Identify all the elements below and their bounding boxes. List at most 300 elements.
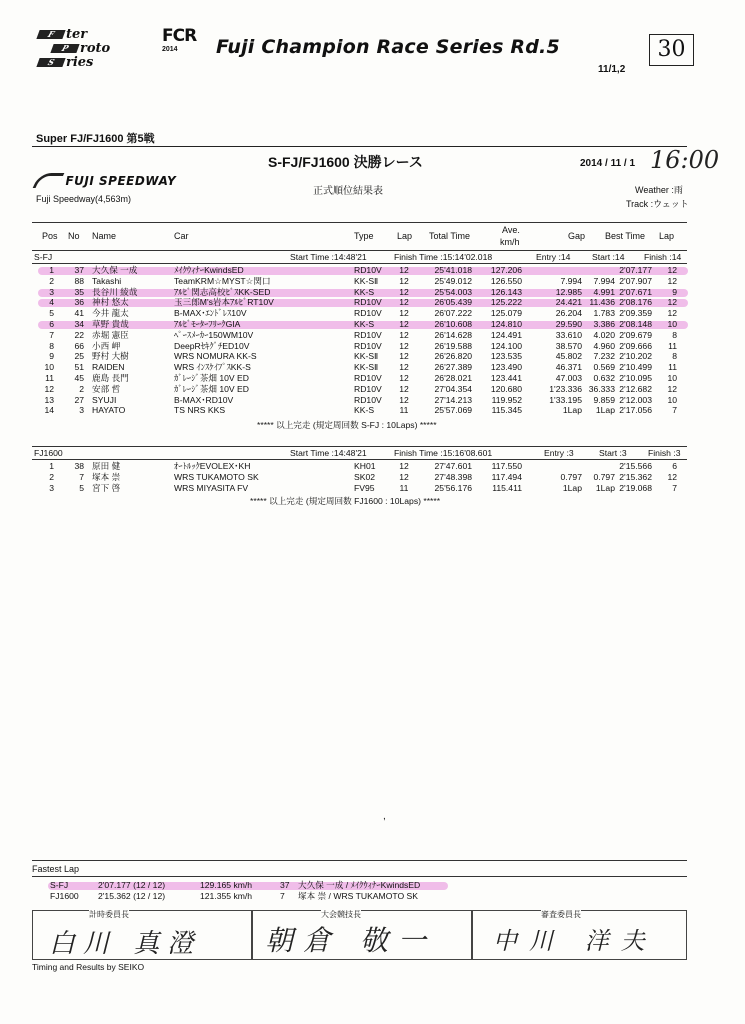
cell-car: DeepRｾｷｸﾞﾁED10V [174,340,250,351]
table-row [32,405,687,416]
cell-ave: 124.100 [490,340,522,351]
cell-type: RD10V [354,394,382,405]
fastest-row [32,880,687,891]
cell-no: 51 [74,362,84,373]
cell-blap: 12 [667,297,677,308]
col-ave: Ave. [502,225,520,235]
cell-pos: 2 [49,275,54,286]
page-number-box: 30 [649,34,694,66]
cell-pos: 14 [44,405,54,416]
cell-name: 原田 健 [92,461,121,471]
cell-ave: 117.494 [491,471,522,482]
cell-gap1: 29.590 [555,319,582,329]
cell-type: RD10V [354,340,382,351]
cell-lap: 12 [399,275,409,286]
cell-total: 25'41.018 [434,265,472,275]
cell-name: 宮下 啓 [92,482,121,493]
fastest-time: 2'07.177 (12 / 12) [98,880,166,890]
cell-total: 26'10.608 [434,319,472,329]
doc-type: 正式順位結果表 [313,186,383,197]
cell-blap: 8 [672,351,677,362]
cell-best: 2'17.056 [619,405,652,416]
fastest-no: 7 [280,891,285,901]
cell-name: 小西 岬 [92,340,121,351]
cell-name: Takashi [92,275,122,286]
cell-best: 2'12.003 [619,394,652,405]
cell-name: 野村 大樹 [92,351,129,362]
timing-chief-signature: 白川 真澄 [49,929,202,959]
cell-ave: 119.952 [491,394,522,405]
cell-no: 2 [79,383,84,394]
table-row [32,265,687,276]
logo-line-2: roto [80,41,111,56]
cell-total: 26'28.021 [434,373,472,383]
fuji-logo-text: FUJI SPEEDWAY [65,173,177,188]
cell-best: 2'07.177 [619,265,652,275]
fastest-speed: 129.165 km/h [200,880,253,890]
cell-blap: 11 [668,362,677,373]
cell-pos: 5 [49,308,54,319]
top-rule [32,146,687,147]
cell-car: ｶﾞﾚｰｼﾞ茶畑 10V ED [174,373,249,383]
fastest-no: 37 [280,880,290,890]
cell-gap2: 0.797 [593,471,615,482]
steward-label: 審査委員長 [541,910,581,919]
fccr-logo-text: FCR [162,26,197,46]
fj-finished: Finish :3 [648,448,681,458]
cell-blap: 12 [667,265,677,275]
cell-type: RD10V [354,265,382,275]
cell-pos: 3 [49,482,54,493]
cell-best: 2'07.671 [619,286,652,297]
sfj-finish: Finish Time :15:14'02.018 [394,252,493,262]
cell-best: 2'08.148 [619,319,652,329]
logo-mark: F [36,30,65,39]
cell-no: 34 [74,319,84,329]
venue: Fuji Speedway(4,563m) [36,194,132,204]
cell-car: B-MAX･RD10V [174,394,234,405]
cell-total: 26'07.222 [434,308,472,319]
cell-type: KK-SⅡ [354,362,379,373]
cell-no: 37 [74,265,84,275]
cell-ave: 123.490 [490,362,522,373]
col-type: Type [354,231,374,241]
cell-blap: 12 [667,308,677,319]
cell-total: 25'49.012 [434,275,472,286]
fj-rule-top [32,446,687,447]
cell-ave: 124.491 [490,329,522,340]
cell-no: 88 [74,275,84,286]
cell-blap: 11 [668,340,677,351]
cell-gap2: 7.232 [593,351,615,362]
cell-type: KK-SⅡ [354,351,379,362]
col-gap: Gap [568,231,586,241]
cell-blap: 12 [667,471,677,482]
sub-title: S-FJ/FJ1600 決勝レース [268,154,423,170]
cell-lap: 12 [399,373,409,383]
cell-gap1: 46.371 [555,362,582,373]
date-short: 11/1,2 [598,64,626,75]
cell-car: ｱﾙﾋﾞﾓｰﾀｰﾌﾘｰｸGIA [174,319,241,329]
cell-pos: 12 [44,383,54,394]
cell-car: ﾍﾟｰｽﾒｰｶｰ150WM10V [174,329,254,340]
cell-lap: 12 [399,461,409,471]
cell-gap1: 1'23.336 [549,383,582,394]
column-headers [32,225,687,247]
cell-ave: 123.441 [490,373,522,383]
cell-name: 神村 悠太 [92,297,129,308]
cell-car: B-MAX･ｴﾝﾄﾞﾚｽ10V [174,308,247,319]
cell-ave: 117.550 [491,461,522,471]
table-row [32,276,687,287]
logo-line-3: ries [66,55,94,70]
weather: Weather :雨 [635,185,683,195]
timing-chief-label: 計時委員長 [89,910,129,919]
cell-no: 5 [79,482,84,493]
cell-total: 26'05.439 [434,297,472,308]
fj-finish: Finish Time :15:16'08.601 [394,448,493,458]
cell-name: 今井 龍太 [92,308,129,319]
cell-gap1: 1Lap [562,405,582,416]
cell-gap1: 0.797 [560,471,582,482]
cell-type: RD10V [354,308,382,319]
table-row [32,373,687,384]
logo-line-1: ter [66,27,88,42]
cell-type: RD10V [354,329,382,340]
fj-rule [32,459,687,460]
fastest-speed: 121.355 km/h [200,891,253,901]
sfj-note [32,420,687,431]
cell-ave: 123.535 [490,351,522,362]
cell-blap: 10 [667,394,677,405]
table-row [32,395,687,406]
cell-car: 玉三郎M's岩本ｱﾙﾋﾞRT10V [174,297,274,308]
cell-lap: 12 [399,297,409,308]
cell-ave: 127.206 [490,265,522,275]
cell-name: SYUJI [92,394,117,405]
cell-car: ﾒｲｸｳｨﾅｰKwindsED [174,265,244,275]
cell-best: 2'08.176 [619,297,652,308]
cell-gap2: 7.994 [593,275,615,286]
sfj-label: S-FJ [34,252,53,262]
cell-type: RD10V [354,383,382,394]
col-best: Best Time [605,231,646,241]
table-row [32,330,687,341]
cell-lap: 12 [399,362,409,373]
logo-mark: P [50,44,79,53]
cell-gap2: 36.333 [588,383,615,394]
cell-no: 66 [74,340,84,351]
col-name: Name [92,231,117,241]
cell-gap1: 38.570 [555,340,582,351]
table-row [32,362,687,373]
cell-pos: 11 [45,373,54,383]
cell-lap: 12 [399,319,409,329]
fj-section-header [32,448,687,459]
cell-ave: 115.345 [491,405,522,416]
cell-best: 2'09.666 [619,340,652,351]
cell-ave: 126.550 [490,275,522,286]
cell-car: TeamKRM☆MYST☆関口 [174,275,271,286]
fj-starts: Start :3 [599,448,627,458]
cell-lap: 12 [399,340,409,351]
cell-type: KH01 [354,461,376,471]
cell-best: 2'07.907 [619,275,652,286]
cell-name: 大久保 一成 [92,265,138,275]
cell-total: 27'47.601 [434,461,472,471]
cell-total: 26'14.628 [434,329,472,340]
cell-total: 26'27.389 [434,362,472,373]
cell-gap1: 7.994 [560,275,582,286]
cell-type: KK-S [354,286,375,297]
cell-type: KK-S [354,319,375,329]
cell-blap: 7 [672,482,677,493]
cell-blap: 10 [667,373,677,383]
cell-gap2: 0.632 [593,373,615,383]
cell-best: 2'09.679 [619,329,652,340]
cell-total: 25'54.003 [434,286,472,297]
fj-entry: Entry :3 [544,448,574,458]
cell-type: SK02 [354,471,376,482]
cell-best: 2'19.068 [619,482,652,493]
table-row [32,483,687,494]
cell-no: 3 [79,405,84,416]
cell-total: 27'14.213 [434,394,472,405]
sfj-entry: Entry :14 [536,252,571,262]
fuji-speedway-logo [36,172,176,190]
cell-pos: 9 [49,351,54,362]
cell-no: 41 [74,308,84,319]
track-condition: Track :ウェット [626,199,689,209]
cell-ave: 124.810 [490,319,522,329]
cell-lap: 12 [399,471,409,482]
cell-car: TS NRS KKS [174,405,226,416]
table-row [32,384,687,395]
cell-best: 2'10.095 [619,373,652,383]
cell-no: 38 [74,461,84,471]
cell-name: HAYATO [92,405,126,416]
cell-blap: 12 [667,383,677,394]
fj-note [32,496,687,507]
cell-car: WRS MIYASITA FV [174,482,249,493]
signature-box-timing [32,910,252,960]
fj-note-text: ***** 以上完走 (規定周回数 FJ1600 : 10Laps) ***** [250,496,441,506]
fccr-logo-year: 2014 [162,46,178,53]
cell-blap: 10 [667,319,677,329]
table-row [32,472,687,483]
table-row [32,351,687,362]
fastest-title: Fastest Lap [32,864,80,874]
col-total: Total Time [429,231,471,241]
cell-car: ｱﾙﾋﾞ関志高校ﾋﾞｽKK-SED [174,286,271,297]
cell-type: KK-SⅡ [354,275,379,286]
cell-pos: 1 [49,461,54,471]
cell-ave: 120.680 [490,383,522,394]
table-row [32,308,687,319]
steward-signature: 中川 洋夫 [493,927,657,955]
col-car: Car [174,231,189,241]
sfj-start: Start Time :14:48'21 [290,252,367,262]
cell-best: 2'12.682 [619,383,652,394]
cell-total: 26'26.820 [434,351,472,362]
cell-gap2: 0.569 [593,362,615,373]
clerk-label: 大会競技長 [321,910,361,919]
fuji-logo-swoosh [33,173,65,188]
fastest-time: 2'15.362 (12 / 12) [98,891,166,901]
table-row [32,319,687,330]
cell-ave: 125.079 [490,308,522,319]
cell-gap2: 9.859 [593,394,615,405]
cell-lap: 12 [399,286,409,297]
cell-gap1: 45.802 [555,351,582,362]
cell-ave: 126.143 [490,286,522,297]
sfj-note-text: ***** 以上完走 (規定周回数 S-FJ : 10Laps) ***** [257,420,437,430]
cell-no: 36 [74,297,84,308]
cell-gap2: 1Lap [595,482,615,493]
cell-pos: 7 [49,329,54,340]
cell-gap1: 24.421 [555,297,582,308]
table-row [32,287,687,298]
cell-name: 草野 貴哉 [92,319,129,329]
cell-pos: 6 [49,319,54,329]
fastest-row [32,891,687,902]
cell-no: 25 [74,351,84,362]
cell-total: 27'04.354 [434,383,472,394]
cell-blap: 8 [672,329,677,340]
fj-start: Start Time :14:48'21 [290,448,367,458]
signature-box-steward [472,910,687,960]
cell-name: RAIDEN [92,362,125,373]
cell-lap: 12 [399,383,409,394]
fastest-cls: S-FJ [50,880,69,890]
cell-pos: 3 [49,286,54,297]
fastest-rule [32,876,687,877]
cell-pos: 8 [49,340,54,351]
col-no: No [68,231,80,241]
cell-gap2: 4.960 [593,340,615,351]
cell-gap1: 1Lap [562,482,582,493]
cell-ave: 115.411 [492,482,522,493]
cell-gap1: 47.003 [555,373,582,383]
cell-name: 塚本 崇 [92,471,121,482]
cell-gap2: 3.386 [593,319,615,329]
cell-pos: 4 [49,297,54,308]
cell-best: 2'10.499 [619,362,652,373]
series-title [216,36,560,58]
cell-car: WRS TUKAMOTO SK [174,471,259,482]
cell-best: 2'09.359 [619,308,652,319]
cell-total: 27'48.398 [434,471,472,482]
sfj-starts: Start :14 [592,252,625,262]
cell-type: RD10V [354,373,382,383]
series-title-text: Fuji Champion Race Series [216,36,504,58]
clerk-signature: 朝倉 敬一 [265,924,436,957]
cell-blap: 7 [672,405,677,416]
cell-lap: 12 [399,308,409,319]
cell-no: 35 [74,286,84,297]
cell-lap: 12 [399,394,409,405]
cell-lap: 11 [399,482,409,493]
cell-best: 2'15.566 [619,461,652,471]
footer-credit: Timing and Results by SEIKO [32,962,145,972]
table-row [32,461,687,472]
handwritten-time: 16:00 [650,146,720,174]
fccr-logo [162,26,210,68]
race-title: Super FJ/FJ1600 第5戦 [36,133,155,145]
cell-blap: 6 [672,461,677,471]
fastest-cls: FJ1600 [50,891,79,901]
cell-total: 25'57.069 [434,405,472,416]
cell-no: 22 [74,329,84,340]
cell-name: 鹿島 長門 [92,373,129,383]
cell-no: 7 [79,471,84,482]
cell-ave: 125.222 [490,297,522,308]
series-logo [38,28,158,70]
col-lap: Lap [397,231,413,241]
race-date: 2014 / 11 / 1 [580,158,636,169]
cell-type: RD10V [354,297,382,308]
col-ave-unit: km/h [500,237,520,247]
cell-name: 安部 哲 [92,383,121,394]
cell-no: 45 [74,373,84,383]
cell-pos: 13 [44,394,54,405]
cell-blap: 12 [667,275,677,286]
cell-lap: 12 [399,351,409,362]
sfj-section-header [32,252,687,263]
col-lap2: Lap [659,231,675,241]
cell-pos: 1 [49,265,54,275]
header-rule-top [32,222,687,223]
round-label: Rd.5 [510,36,560,58]
cell-blap: 9 [672,286,677,297]
fj-label: FJ1600 [34,448,63,458]
cell-gap1: 1'33.195 [549,394,582,405]
cell-gap2: 1.783 [593,308,615,319]
logo-mark: S [36,58,65,67]
cell-gap2: 11.436 [589,297,615,308]
cell-gap2: 1Lap [595,405,615,416]
fastest-driver: 大久保 一成 / ﾒｲｸｳｨﾅｰKwindsED [298,880,421,890]
cell-gap2: 4.991 [593,286,615,297]
cell-best: 2'10.202 [619,351,652,362]
cell-car: ｶﾞﾚｰｼﾞ茶畑 10V ED [174,383,249,394]
cell-car: WRS ｲﾝｽｹｲﾌﾟｽKK-S [174,362,251,373]
cell-car: ｵｰﾄﾙｯｸEVOLEX･KH [174,461,251,471]
sfj-finished: Finish :14 [644,252,682,262]
header-rule-bottom [32,250,687,251]
sfj-rule [32,263,687,264]
cell-name: 長谷川 綾哉 [92,286,138,297]
signature-box-clerk [252,910,472,960]
cell-name: 赤堀 憲臣 [92,329,129,340]
fastest-rule-top [32,860,687,861]
cell-pos: 2 [49,471,54,482]
table-row [32,341,687,352]
cell-car: WRS NOMURA KK-S [174,351,257,362]
stray-mark: , [383,811,386,822]
cell-gap1: 12.985 [555,286,582,297]
cell-pos: 10 [44,362,54,373]
cell-type: KK-S [354,405,375,416]
cell-lap: 12 [399,265,409,275]
fastest-driver: 塚本 崇 / WRS TUKAMOTO SK [298,891,419,901]
cell-type: FV95 [354,482,375,493]
col-pos: Pos [42,231,58,241]
cell-lap: 11 [399,405,409,416]
cell-best: 2'15.362 [619,471,652,482]
cell-gap1: 26.204 [555,308,582,319]
cell-lap: 12 [399,329,409,340]
